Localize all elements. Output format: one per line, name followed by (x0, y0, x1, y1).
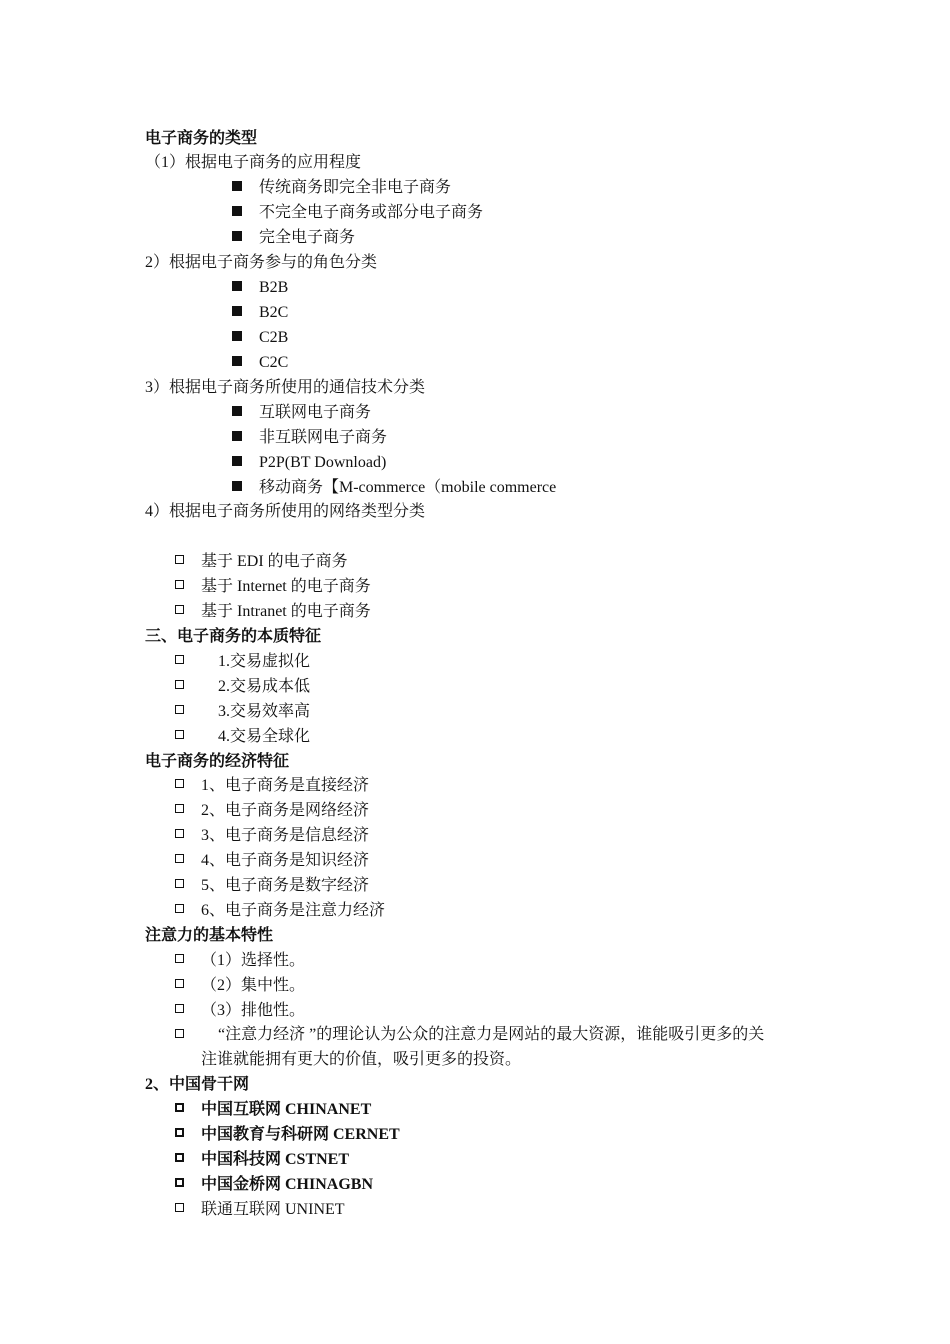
s2-item: C2C (259, 354, 289, 371)
s3-item: 移动商务【M-commerce（mobile commerce (259, 479, 557, 496)
backbone-item: 中国金桥网 CHINAGBN (201, 1176, 374, 1193)
s1-title: （1）根据电子商务的应用程度 (145, 154, 362, 171)
bullet-hollow (175, 779, 184, 788)
bullet-hollow (175, 1128, 184, 1137)
bullet-filled (232, 181, 242, 191)
bullet-hollow (175, 954, 184, 963)
bullet-hollow (175, 1153, 184, 1162)
bullet-hollow (175, 1178, 184, 1187)
s1-item: 完全电子商务 (259, 229, 356, 246)
attention-item: （3）排他性。 (201, 1002, 306, 1019)
heading-types: 电子商务的类型 (145, 130, 258, 147)
bullet-hollow (175, 979, 184, 988)
bullet-filled (232, 406, 242, 416)
economic-item: 2、电子商务是网络经济 (201, 802, 370, 819)
bullet-hollow (175, 904, 184, 913)
bullet-hollow (175, 854, 184, 863)
bullet-hollow (175, 555, 184, 564)
bullet-hollow (175, 705, 184, 714)
economic-item: 5、电子商务是数字经济 (201, 877, 370, 894)
bullet-hollow (175, 829, 184, 838)
backbone-item: 中国科技网 CSTNET (201, 1151, 350, 1168)
s3-title: 3）根据电子商务所使用的通信技术分类 (145, 379, 426, 396)
bullet-hollow (175, 580, 184, 589)
essence-item: 1.交易虚拟化 (218, 653, 311, 670)
bullet-filled (232, 456, 242, 466)
bullet-hollow (175, 605, 184, 614)
bullet-filled (232, 481, 242, 491)
economic-item: 6、电子商务是注意力经济 (201, 902, 386, 919)
s3-item: 非互联网电子商务 (259, 429, 388, 446)
bullet-filled (232, 281, 242, 291)
backbone-item-last: 联通互联网 UNINET (201, 1201, 345, 1218)
attention-item: （1）选择性。 (201, 952, 306, 969)
s1-item: 传统商务即完全非电子商务 (259, 179, 452, 196)
s2-item: B2B (259, 279, 289, 296)
bullet-filled (232, 306, 242, 316)
bullet-hollow (175, 1103, 184, 1112)
essence-item: 3.交易效率高 (218, 703, 311, 720)
s1-item: 不完全电子商务或部分电子商务 (259, 204, 484, 221)
economic-item: 4、电子商务是知识经济 (201, 852, 370, 869)
backbone-item: 中国互联网 CHINANET (201, 1101, 372, 1118)
bullet-hollow (175, 879, 184, 888)
economic-item: 3、电子商务是信息经济 (201, 827, 370, 844)
bullet-filled (232, 231, 242, 241)
s2-item: C2B (259, 329, 289, 346)
attention-paragraph-line1: “注意力经济 ”的理论认为公众的注意力是网站的最大资源，谁能吸引更多的关 (218, 1026, 765, 1043)
s4-item: 基于 Internet 的电子商务 (201, 578, 371, 595)
essence-item: 2.交易成本低 (218, 678, 311, 695)
s4-item: 基于 Intranet 的电子商务 (201, 603, 371, 620)
attention-item: （2）集中性。 (201, 977, 306, 994)
attention-paragraph-line2: 注谁就能拥有更大的价值，吸引更多的投资。 (201, 1051, 522, 1068)
bullet-hollow (175, 804, 184, 813)
bullet-hollow (175, 655, 184, 664)
s2-item: B2C (259, 304, 289, 321)
s3-item: 互联网电子商务 (259, 404, 372, 421)
s4-title: 4）根据电子商务所使用的网络类型分类 (145, 503, 426, 520)
heading-economic: 电子商务的经济特征 (145, 753, 290, 770)
essence-item: 4.交易全球化 (218, 728, 311, 745)
heading-backbone: 2、中国骨干网 (145, 1076, 250, 1093)
economic-item: 1、电子商务是直接经济 (201, 777, 370, 794)
bullet-filled (232, 356, 242, 366)
bullet-hollow (175, 1029, 184, 1038)
s4-item: 基于 EDI 的电子商务 (201, 553, 348, 570)
heading-attention: 注意力的基本特性 (145, 927, 274, 944)
heading-essence: 三、电子商务的本质特征 (145, 628, 322, 645)
bullet-filled (232, 206, 242, 216)
s3-item: P2P(BT Download) (259, 454, 387, 471)
bullet-hollow (175, 680, 184, 689)
bullet-hollow (175, 1203, 184, 1212)
bullet-hollow (175, 1004, 184, 1013)
backbone-item: 中国教育与科研网 CERNET (201, 1126, 400, 1143)
bullet-filled (232, 431, 242, 441)
bullet-hollow (175, 730, 184, 739)
bullet-filled (232, 331, 242, 341)
s2-title: 2）根据电子商务参与的角色分类 (145, 254, 378, 271)
